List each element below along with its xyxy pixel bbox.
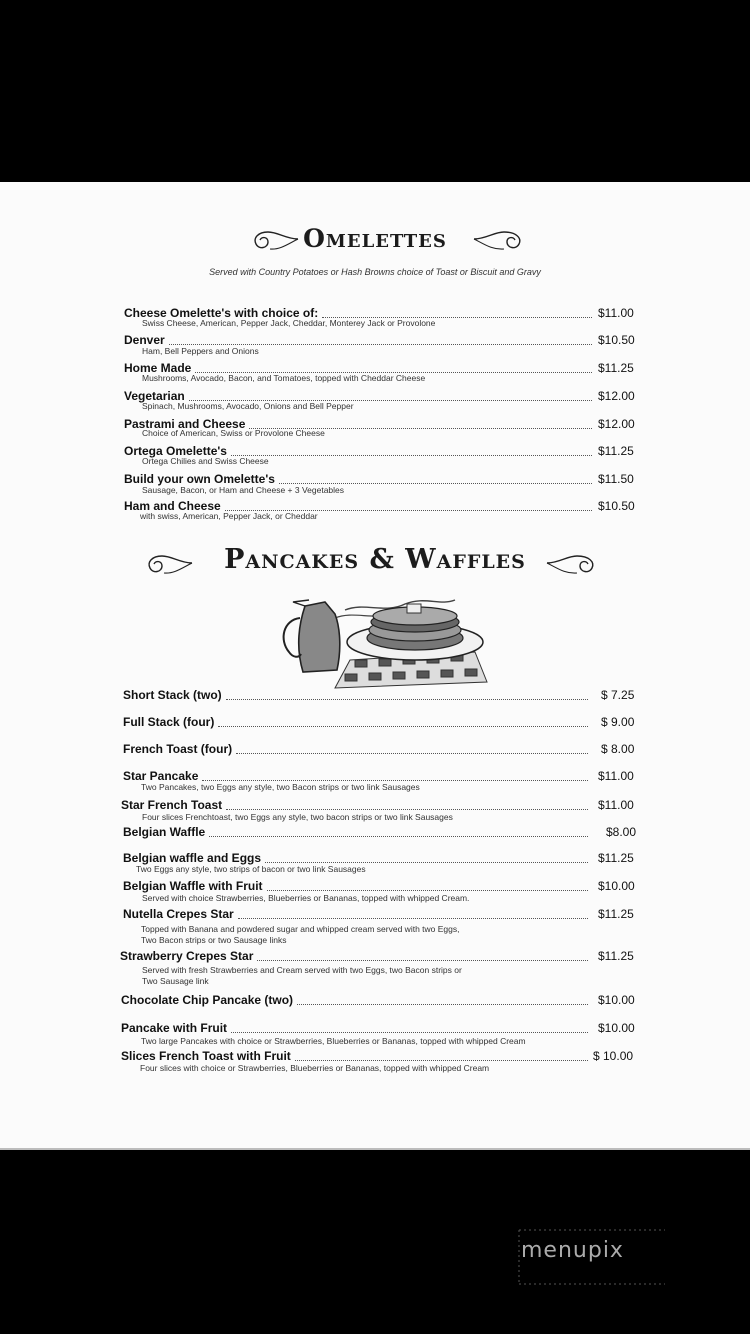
item-description: Sausage, Bacon, or Ham and Cheese + 3 Vegetables xyxy=(142,485,345,495)
item-name: Belgian Waffle xyxy=(123,825,206,839)
item-description: Choice of American, Swiss or Provolone Cheese xyxy=(142,428,325,438)
item-price: $10.00 xyxy=(598,993,635,1007)
item-name: Slices French Toast with Fruit xyxy=(121,1049,291,1063)
item-name: Pastrami and Cheese xyxy=(124,417,246,431)
omelettes-subtitle: Served with Country Potatoes or Hash Browns choice of Toast or Biscuit and Gravy xyxy=(209,267,541,277)
dot-leader xyxy=(238,918,588,919)
item-price: $8.00 xyxy=(606,825,637,839)
item-price: $11.00 xyxy=(598,306,634,320)
item-price: $11.25 xyxy=(598,851,634,865)
item-description: Two Sausage link xyxy=(142,976,209,986)
menu-item xyxy=(0,1021,750,1035)
item-price: $ 9.00 xyxy=(601,715,635,729)
item-description: Two Pancakes, two Eggs any style, two Bacon strips or two link Sausages xyxy=(141,782,420,792)
menu-item xyxy=(0,949,750,963)
item-description: Four slices Frenchtoast, two Eggs any style, two bacon strips or two link Sausages xyxy=(142,812,453,822)
item-name: Star Pancake xyxy=(123,769,199,783)
dot-leader xyxy=(226,699,588,700)
menu-item xyxy=(0,444,750,458)
right-flourish-icon xyxy=(545,546,601,580)
menupix-watermark xyxy=(515,1226,670,1288)
item-name: Ortega Omelette's xyxy=(124,444,227,458)
menu-item xyxy=(0,499,750,513)
item-name: Nutella Crepes Star xyxy=(123,907,234,921)
watermark-text: menupix xyxy=(521,1238,624,1263)
menu-item xyxy=(0,993,750,1007)
dot-leader xyxy=(295,1060,588,1061)
item-description: with swiss, American, Pepper Jack, or Cheddar xyxy=(140,511,318,521)
item-price: $11.00 xyxy=(598,798,634,812)
item-price: $11.50 xyxy=(598,472,634,486)
item-name: Home Made xyxy=(124,361,192,375)
item-description: Served with choice Strawberries, Blueberries or Bananas, topped with whipped Cream. xyxy=(142,893,470,903)
menu-item xyxy=(0,1049,750,1063)
dot-leader xyxy=(297,1004,588,1005)
item-name: Build your own Omelette's xyxy=(124,472,275,486)
item-name: Belgian Waffle with Fruit xyxy=(123,879,263,893)
item-name: French Toast (four) xyxy=(123,742,233,756)
item-price: $12.00 xyxy=(598,389,635,403)
dot-leader xyxy=(209,836,588,837)
menu-item xyxy=(0,389,750,403)
item-name: Chocolate Chip Pancake (two) xyxy=(121,993,294,1007)
item-price: $10.00 xyxy=(598,879,635,893)
item-description: Four slices with choice or Strawberries, Blueberries or Bananas, topped with whipped Cream xyxy=(140,1063,490,1073)
menu-item xyxy=(0,742,750,756)
right-flourish-icon xyxy=(472,222,528,256)
page-edge xyxy=(0,1148,750,1150)
menu-item xyxy=(0,715,750,729)
item-name: Full Stack (four) xyxy=(123,715,215,729)
menu-item xyxy=(0,472,750,486)
pancakes-title: Pancakes & Waffles xyxy=(224,544,526,575)
item-name: Strawberry Crepes Star xyxy=(120,949,254,963)
dot-leader xyxy=(231,1032,588,1033)
item-description: Two Eggs any style, two strips of bacon or two link Sausages xyxy=(136,864,366,874)
dot-leader xyxy=(226,809,588,810)
item-description: Topped with Banana and powdered sugar and whipped cream served with two Eggs, xyxy=(141,924,460,934)
menu-item xyxy=(0,798,750,812)
item-price: $11.25 xyxy=(598,907,634,921)
item-description: Mushrooms, Avocado, Bacon, and Tomatoes, topped with Cheddar Cheese xyxy=(142,373,426,383)
menu-item xyxy=(0,851,750,865)
item-name: Short Stack (two) xyxy=(123,688,222,702)
item-price: $11.25 xyxy=(598,444,634,458)
item-price: $10.00 xyxy=(598,1021,635,1035)
item-price: $10.50 xyxy=(598,333,635,347)
dot-leader xyxy=(265,862,588,863)
menu-item xyxy=(0,417,750,431)
item-price: $ 10.00 xyxy=(593,1049,634,1063)
item-description: Two Bacon strips or two Sausage links xyxy=(141,935,287,945)
item-name: Star French Toast xyxy=(121,798,223,812)
item-price: $ 7.25 xyxy=(601,688,635,702)
dot-leader xyxy=(257,960,588,961)
item-description: Ortega Chilies and Swiss Cheese xyxy=(142,456,269,466)
item-price: $ 8.00 xyxy=(601,742,635,756)
menu-item xyxy=(0,879,750,893)
menu-item xyxy=(0,825,750,839)
menu-item xyxy=(0,907,750,921)
item-name: Vegetarian xyxy=(124,389,185,403)
item-name: Pancake with Fruit xyxy=(121,1021,228,1035)
item-name: Denver xyxy=(124,333,165,347)
item-name: Ham and Cheese xyxy=(124,499,221,513)
menu-item xyxy=(0,688,750,702)
menu-item xyxy=(0,333,750,347)
item-price: $11.00 xyxy=(598,769,634,783)
item-price: $11.25 xyxy=(598,949,634,963)
item-price: $10.50 xyxy=(598,499,635,513)
item-description: Spinach, Mushrooms, Avocado, Onions and Bell Pepper xyxy=(142,401,354,411)
dot-leader xyxy=(236,753,588,754)
item-description: Served with fresh Strawberries and Cream served with two Eggs, two Bacon strips or xyxy=(142,965,462,975)
dot-leader xyxy=(169,344,592,345)
item-price: $11.25 xyxy=(598,361,634,375)
item-description: Ham, Bell Peppers and Onions xyxy=(142,346,259,356)
item-price: $12.00 xyxy=(598,417,635,431)
item-name: Belgian waffle and Eggs xyxy=(123,851,262,865)
item-description: Two large Pancakes with choice or Strawberries, Blueberries or Bananas, topped with whipped Cream xyxy=(141,1036,526,1046)
item-name: Cheese Omelette's with choice of: xyxy=(124,306,319,320)
dot-leader xyxy=(267,890,588,891)
item-description: Swiss Cheese, American, Pepper Jack, Cheddar, Monterey Jack or Provolone xyxy=(142,318,436,328)
dot-leader xyxy=(202,780,588,781)
menu-item xyxy=(0,769,750,783)
omelettes-title: Omelettes xyxy=(303,224,447,253)
pancakes-pitcher-illustration xyxy=(275,590,490,690)
menu-page xyxy=(0,182,750,1148)
dot-leader xyxy=(231,455,592,456)
dot-leader xyxy=(218,726,588,727)
dot-leader xyxy=(279,483,592,484)
